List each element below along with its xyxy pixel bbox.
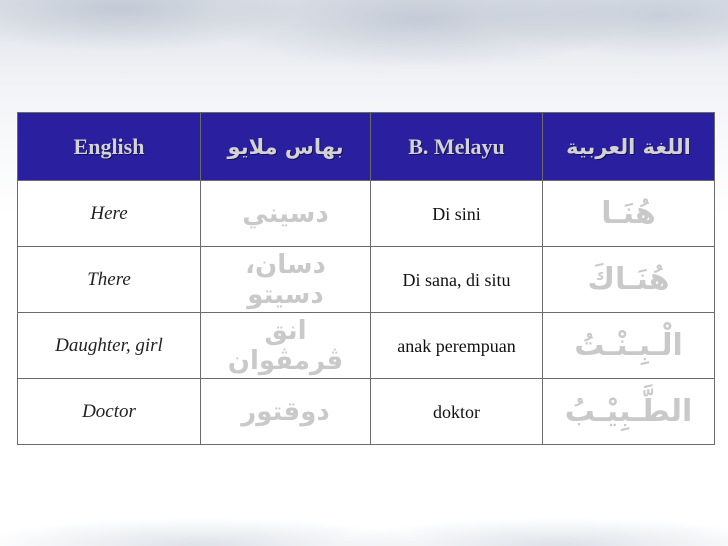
table-row <box>18 379 715 445</box>
table-header-row <box>18 113 715 181</box>
vocabulary-table <box>17 112 715 445</box>
table-row <box>18 181 715 247</box>
cell-arabic: هُنَـا <box>543 181 715 247</box>
cell-arabic: الطَّـبِيْـبُ <box>543 379 715 445</box>
cell-jawi: دسيني <box>201 181 371 247</box>
cell-malay: Di sini <box>371 181 543 247</box>
cell-arabic: الْـبِـنْـتُ <box>543 313 715 379</box>
cell-english: Daughter, girl <box>18 313 201 379</box>
cell-english: There <box>18 247 201 313</box>
header-arabic: اللغة العربية <box>543 113 715 181</box>
header-malay: B. Melayu <box>371 113 543 181</box>
table-row <box>18 247 715 313</box>
background-top-decoration <box>0 0 728 90</box>
cell-malay: Di sana, di situ <box>371 247 543 313</box>
cell-jawi: انق ڤرمڤوان <box>201 313 371 379</box>
cell-malay: doktor <box>371 379 543 445</box>
cell-jawi: دوقتور <box>201 379 371 445</box>
cell-malay: anak perempuan <box>371 313 543 379</box>
cell-english: Here <box>18 181 201 247</box>
table-row <box>18 313 715 379</box>
cell-arabic: هُنَـاكَ <box>543 247 715 313</box>
cell-english: Doctor <box>18 379 201 445</box>
header-english: English <box>18 113 201 181</box>
background-bottom-decoration <box>0 476 728 546</box>
cell-jawi: دسان، دسيتو <box>201 247 371 313</box>
header-jawi: بهاس ملايو <box>201 113 371 181</box>
